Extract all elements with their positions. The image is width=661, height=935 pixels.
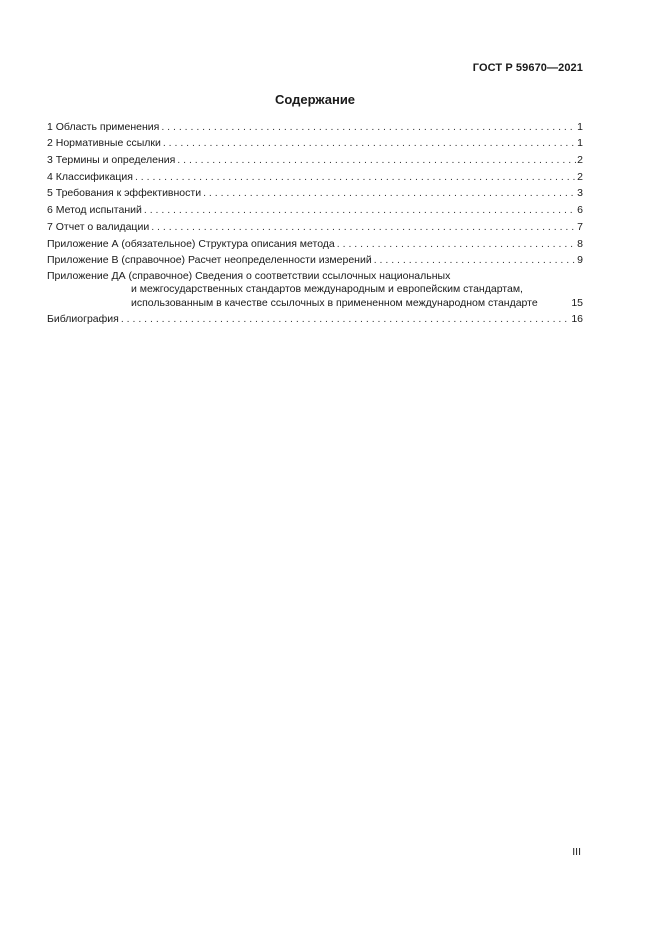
toc-entry-appendix-b[interactable] bbox=[47, 251, 583, 268]
toc-leader-dots bbox=[163, 137, 576, 150]
toc-leader-dots bbox=[135, 171, 576, 184]
page-number: III bbox=[572, 846, 581, 858]
toc-entry-scope[interactable] bbox=[47, 117, 583, 134]
toc-entry-page: 15 bbox=[571, 296, 583, 309]
toc-entry-appendix-a[interactable] bbox=[47, 234, 583, 251]
toc-entry-appendix-da[interactable] bbox=[47, 267, 583, 310]
toc-entry-page: 2 bbox=[577, 154, 583, 167]
toc-entry-label-line: использованным в качестве ссылочных в примененном международном стандарте bbox=[131, 296, 538, 309]
toc-entry-page: 1 bbox=[577, 137, 583, 150]
toc-leader-dots bbox=[337, 238, 576, 251]
toc-title: Содержание bbox=[274, 92, 356, 107]
toc-leader-dots bbox=[374, 254, 576, 267]
toc-leader-dots bbox=[177, 154, 576, 167]
toc-entry-page: 1 bbox=[577, 120, 583, 133]
toc-entry-label-line: и межгосударственных стандартов международным и европейским стандартам, bbox=[131, 283, 523, 296]
toc-entry-label: 7 Отчет о валидации bbox=[47, 220, 150, 233]
toc-entry-validation-report[interactable] bbox=[47, 217, 583, 234]
toc-leader-dots bbox=[144, 204, 576, 217]
toc-leader-dots bbox=[203, 187, 576, 200]
table-of-contents bbox=[47, 117, 583, 326]
toc-entry-page: 6 bbox=[577, 204, 583, 217]
toc-entry-label-line: Приложение ДА (справочное) Сведения о соответствии ссылочных национальных bbox=[47, 270, 451, 283]
toc-entry-label: 4 Классификация bbox=[47, 170, 133, 183]
toc-entry-page: 3 bbox=[577, 187, 583, 200]
toc-entry-label: 6 Метод испытаний bbox=[47, 204, 142, 217]
toc-entry-terms[interactable] bbox=[47, 150, 583, 167]
toc-entry-performance-requirements[interactable] bbox=[47, 184, 583, 201]
toc-entry-normative-references[interactable] bbox=[47, 134, 583, 151]
toc-entry-classification[interactable] bbox=[47, 167, 583, 184]
toc-entry-page: 7 bbox=[577, 220, 583, 233]
toc-entry-bibliography[interactable] bbox=[47, 310, 583, 327]
toc-entry-page: 2 bbox=[577, 170, 583, 183]
toc-leader-dots bbox=[121, 313, 570, 326]
toc-leader-dots bbox=[151, 221, 576, 234]
toc-entry-label: 3 Термины и определения bbox=[47, 154, 176, 167]
toc-entry-test-method[interactable] bbox=[47, 200, 583, 217]
toc-entry-label: Приложение В (справочное) Расчет неопределенности измерений bbox=[47, 254, 372, 267]
toc-leader-dots bbox=[161, 121, 576, 134]
toc-entry-page: 9 bbox=[577, 254, 583, 267]
toc-entry-label: Библиография bbox=[47, 313, 119, 326]
toc-entry-label: 1 Область применения bbox=[47, 120, 160, 133]
toc-entry-label: 5 Требования к эффективности bbox=[47, 187, 202, 200]
toc-entry-page: 8 bbox=[577, 237, 583, 250]
toc-entry-label: 2 Нормативные ссылки bbox=[47, 137, 161, 150]
toc-entry-page: 16 bbox=[571, 313, 583, 326]
document-code: ГОСТ Р 59670—2021 bbox=[472, 62, 583, 74]
toc-entry-label: Приложение А (обязательное) Структура описания метода bbox=[47, 237, 335, 250]
